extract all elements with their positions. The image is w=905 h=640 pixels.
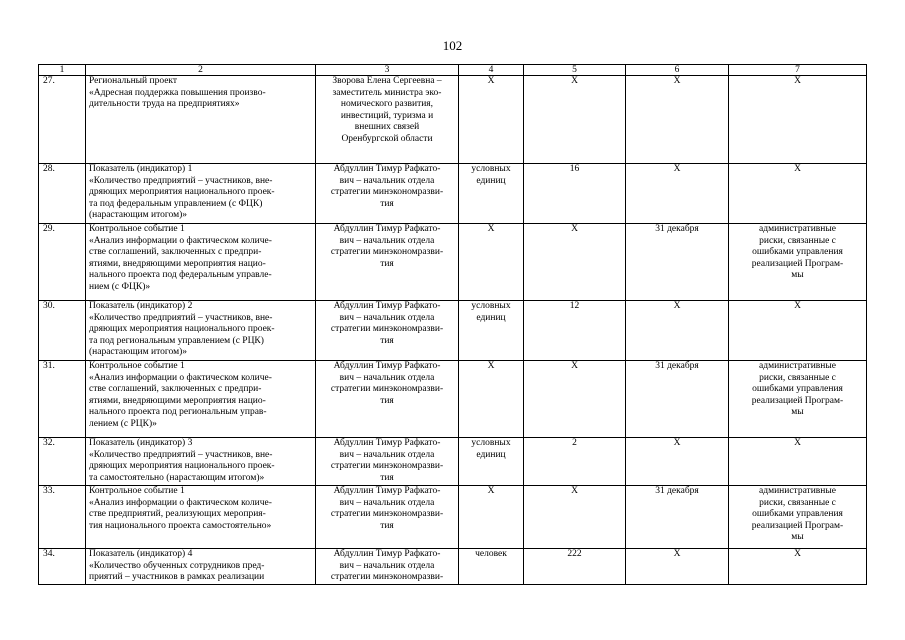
table-row [39,361,867,438]
risks: Х [729,438,867,486]
value: Х [524,361,626,438]
risks: Х [729,549,867,585]
column-number: 3 [316,65,459,76]
risks: административные риски, связанные с ошибками управления реализацией Програм- мы [729,224,867,301]
responsible-person: Абдуллин Тимур Рафкато- вич – начальник отдела стратегии минэкономразви- тия [316,438,459,486]
column-number: 7 [729,65,867,76]
unit: Х [459,486,524,549]
unit: Х [459,361,524,438]
unit: условных единиц [459,301,524,361]
table-row [39,301,867,361]
column-number: 4 [459,65,524,76]
unit: человек [459,549,524,585]
unit: условных единиц [459,164,524,224]
row-number: 34. [39,549,86,585]
measures-table [38,64,867,585]
table-row [39,438,867,486]
row-number: 32. [39,438,86,486]
deadline: 31 декабря [626,486,729,549]
table-row [39,76,867,164]
table-row [39,486,867,549]
risks: Х [729,76,867,164]
item-name: Контрольное событие 1 «Анализ информации о фактическом количе- стве соглашений, заключенных с предпри- ятиями, внедряющими мероприятия нацио- нального проекта под федеральным управле- нием (с ФЦК)» [86,224,316,301]
responsible-person: Абдуллин Тимур Рафкато- вич – начальник отдела стратегии минэкономразви- тия [316,361,459,438]
deadline: Х [626,76,729,164]
unit: Х [459,224,524,301]
risks: Х [729,301,867,361]
column-number: 1 [39,65,86,76]
item-name: Региональный проект «Адресная поддержка повышения произво- дительности труда на предприятиях» [86,76,316,164]
responsible-person: Абдуллин Тимур Рафкато- вич – начальник отдела стратегии минэкономразви- тия [316,224,459,301]
row-number: 27. [39,76,86,164]
item-name: Показатель (индикатор) 4 «Количество обученных сотрудников пред- приятий – участников в рамках реализации [86,549,316,585]
unit: условных единиц [459,438,524,486]
item-name: Контрольное событие 1 «Анализ информации о фактическом количе- стве предприятий, реализующих мероприя- тия национального проекта самостоятельно» [86,486,316,549]
responsible-person: Абдуллин Тимур Рафкато- вич – начальник отдела стратегии минэкономразви- тия [316,486,459,549]
unit: Х [459,76,524,164]
risks: административные риски, связанные с ошибками управления реализацией Програм- мы [729,486,867,549]
deadline: 31 декабря [626,361,729,438]
responsible-person: Абдуллин Тимур Рафкато- вич – начальник отдела стратегии минэкономразви- [316,549,459,585]
responsible-person: Зворова Елена Сергеевна – заместитель министра эко- номического развития, инвестиций, туризма и внешних связей Оренбургской области [316,76,459,164]
page-number: 102 [442,38,463,53]
deadline: Х [626,549,729,585]
deadline: Х [626,438,729,486]
column-number: 6 [626,65,729,76]
value: 16 [524,164,626,224]
table-row [39,224,867,301]
row-number: 28. [39,164,86,224]
risks: административные риски, связанные с ошибками управления реализацией Програм- мы [729,361,867,438]
item-name: Показатель (индикатор) 3 «Количество предприятий – участников, вне- дряющих мероприятия национального проек- та самостоятельно (нарастающим итогом)» [86,438,316,486]
value: Х [524,224,626,301]
item-name: Показатель (индикатор) 1 «Количество предприятий – участников, вне- дряющих мероприятия национального проек- та под федеральным управлением (с ФЦК) (нарастающим итогом)» [86,164,316,224]
deadline: Х [626,164,729,224]
row-number: 33. [39,486,86,549]
value: Х [524,76,626,164]
row-number: 29. [39,224,86,301]
deadline: Х [626,301,729,361]
table-row [39,549,867,585]
item-name: Контрольное событие 1 «Анализ информации о фактическом количе- стве соглашений, заключенных с предпри- ятиями, внедряющими мероприятия нацио- нального проекта под региональным управ- лением (с РЦК)» [86,361,316,438]
deadline: 31 декабря [626,224,729,301]
item-name: Показатель (индикатор) 2 «Количество предприятий – участников, вне- дряющих мероприятия национального проек- та под региональным управлением (с РЦК) (нарастающим итогом)» [86,301,316,361]
risks: Х [729,164,867,224]
row-number: 31. [39,361,86,438]
value: 12 [524,301,626,361]
value: Х [524,486,626,549]
responsible-person: Абдуллин Тимур Рафкато- вич – начальник отдела стратегии минэкономразви- тия [316,164,459,224]
column-number-row [39,65,867,76]
responsible-person: Абдуллин Тимур Рафкато- вич – начальник отдела стратегии минэкономразви- тия [316,301,459,361]
row-number: 30. [39,301,86,361]
value: 2 [524,438,626,486]
value: 222 [524,549,626,585]
column-number: 2 [86,65,316,76]
table-row [39,164,867,224]
column-number: 5 [524,65,626,76]
